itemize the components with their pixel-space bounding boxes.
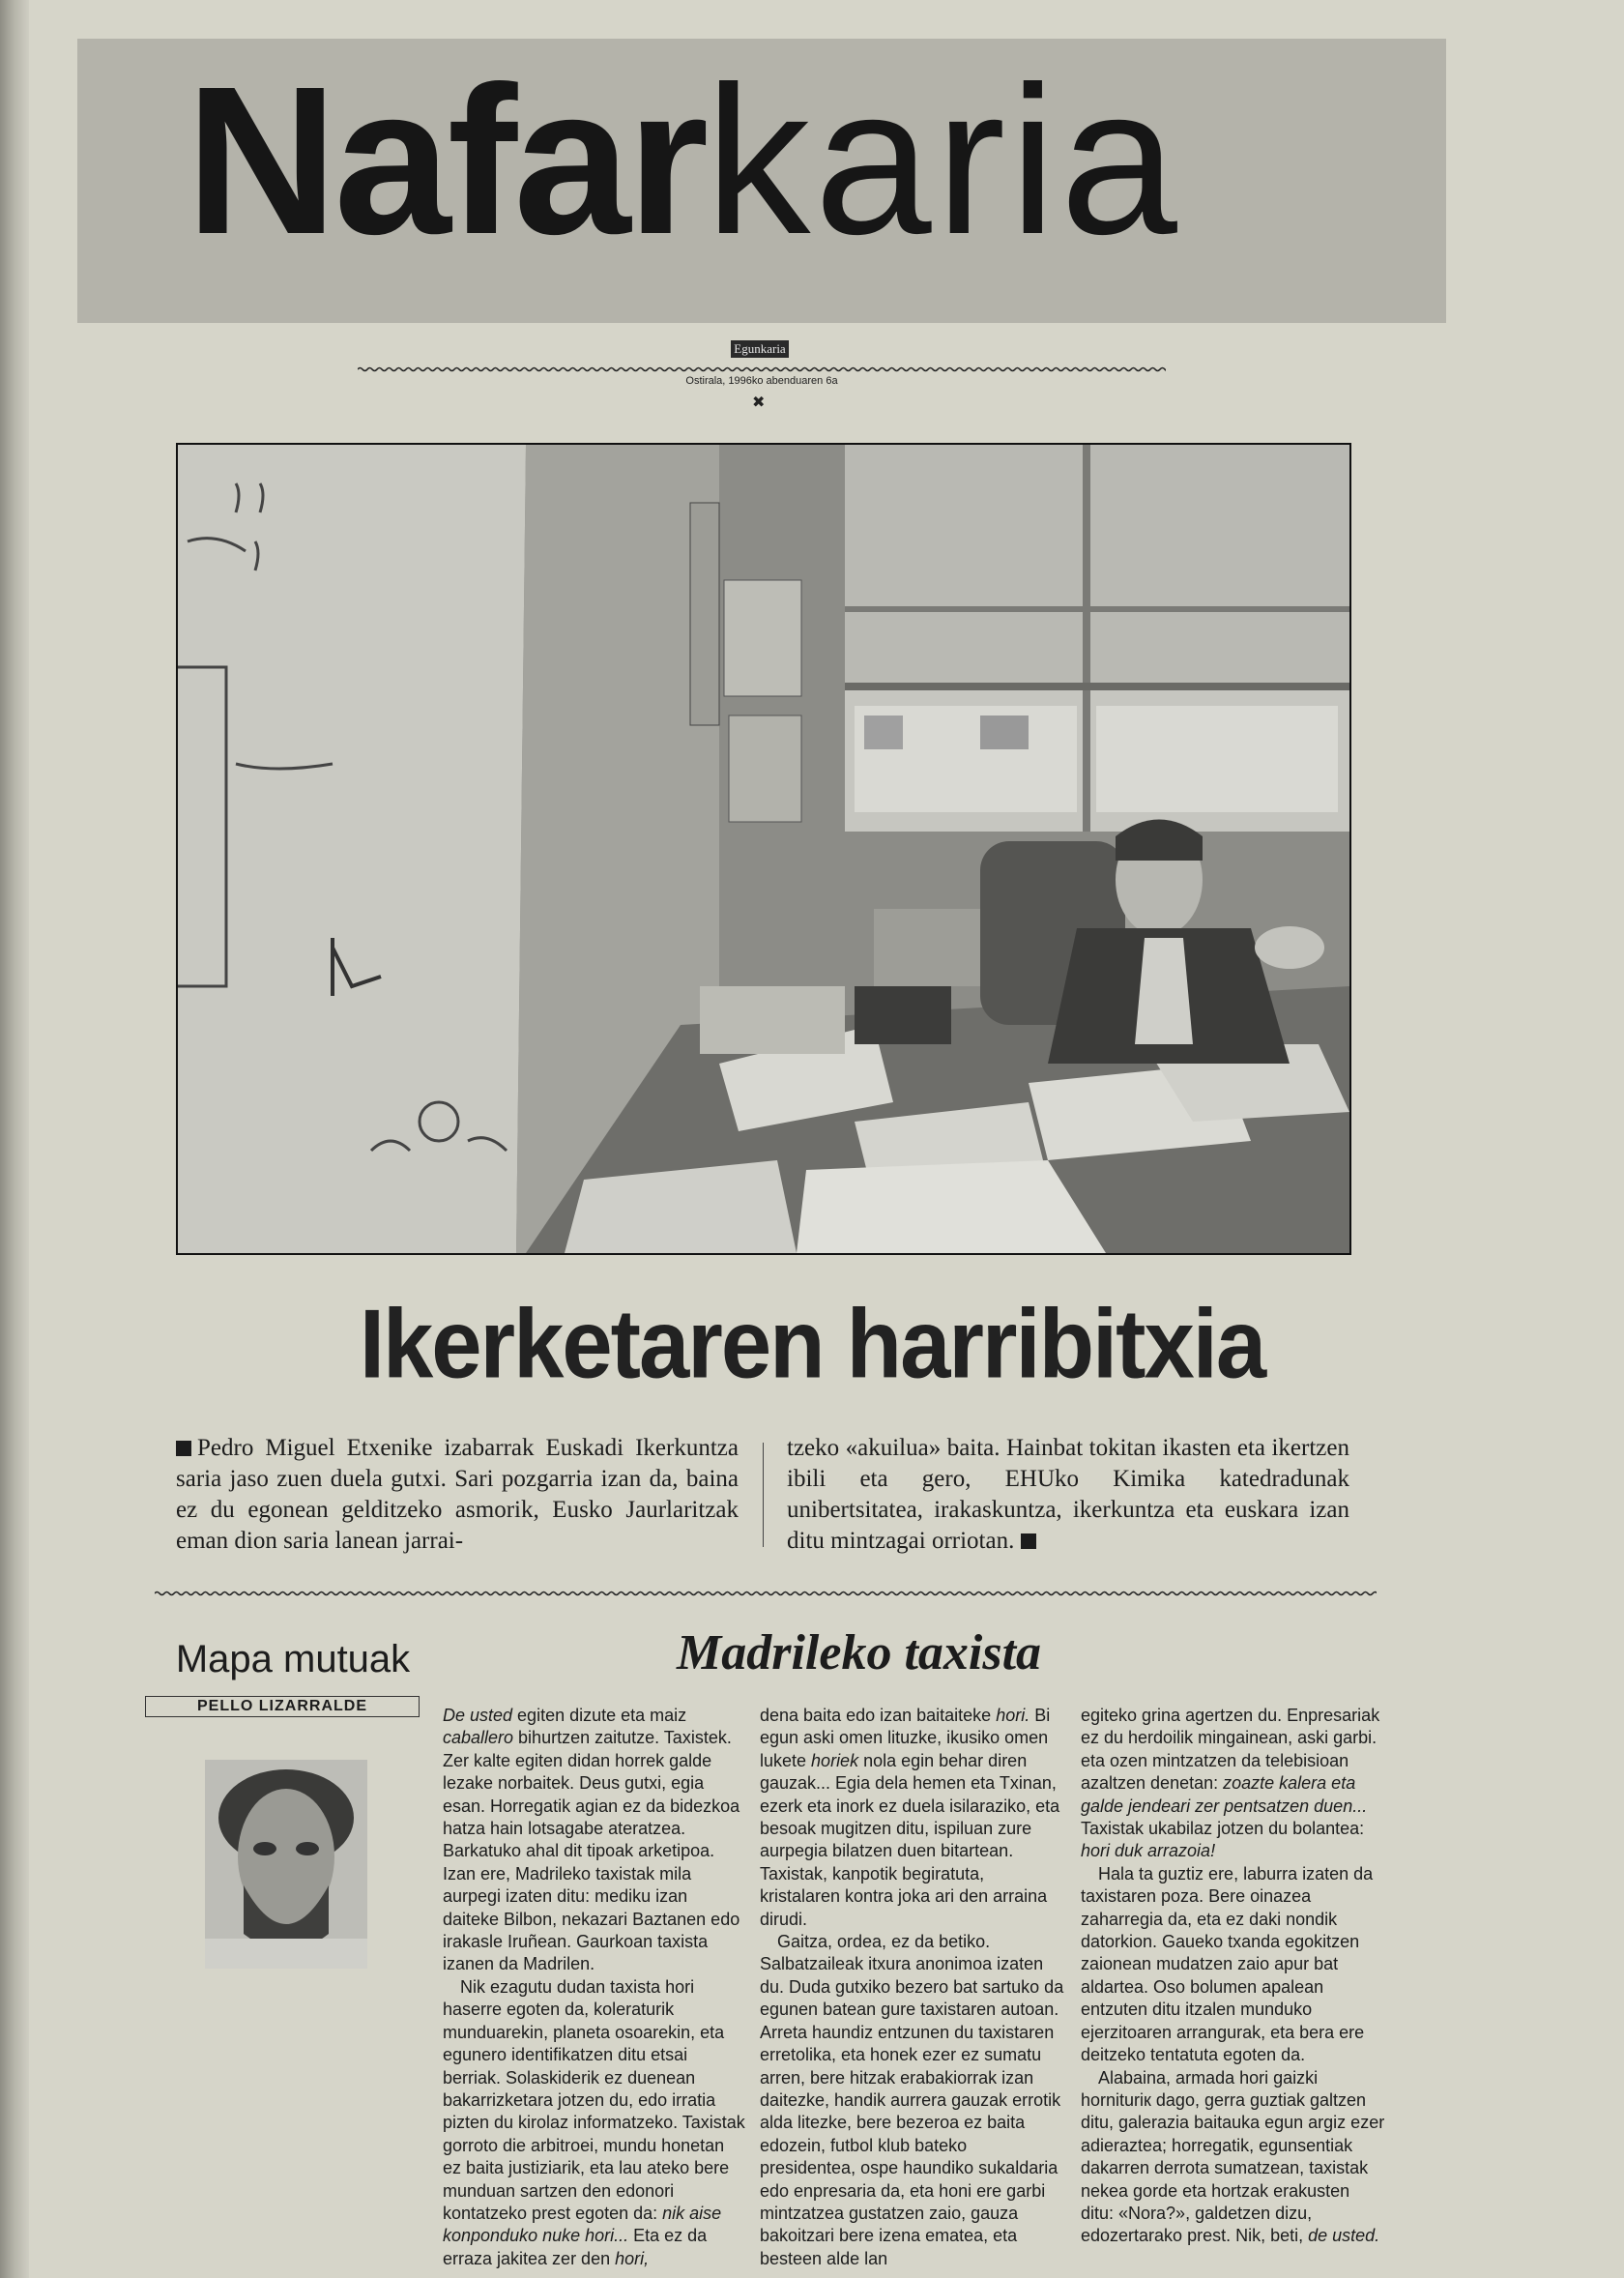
feature-photo — [176, 443, 1351, 1255]
text-run: egiten dizute eta maiz — [512, 1706, 687, 1725]
masthead-title-bold: Nafar — [186, 44, 706, 278]
author-portrait — [205, 1760, 367, 1969]
section-rule — [155, 1590, 1377, 1597]
text-run: bihurtzen zaitutze. Taxistek. Zer kalte egiten didan horrek galde lezake norbaitek. Deus gutxi, egia esan. Horregatik agian ez da bidezkoa hatza hain lotsagabe ateratzea. Barkatuko ahal dit tipoak arketipoa. Izan ere, Madrileko taxistak mila aurpegi izaten ditu: mediku izan daiteke Bilbon, nekazari Baztanen edo irakasle Iruñean. Gaurkoan taxista izanen da Madrilen. — [443, 1728, 740, 1974]
masthead-rule — [358, 365, 1166, 373]
article-column-3 — [1081, 1705, 1385, 2248]
italic-run: hori duk arrazoia! — [1081, 1841, 1216, 1861]
text-run: nola egin behar diren gauzak... Egia dela hemen eta Txinan, ezerk eta inork ez duela isilaraziko, eta besoak mugitzen ditu, ispiluan zure aurpegia bilatzen duen bitartean. Taxistak, kanpotik begiratuta, kristalaren kontra joka ari den arraina dirudi. — [760, 1750, 1060, 1929]
lead-divider — [763, 1443, 764, 1547]
text-run: Bi egun aski omen lituzke, ikusiko omen lukete — [760, 1706, 1051, 1770]
article-paragraph — [1081, 2067, 1385, 2248]
text-run: Hala ta guztiz ere, laburra izaten da taxistaren poza. Bere oinazea zaharregia da, eta ez daki nondik datorkion. Gaueko txanda egokitzen zaionean mudatzen zaio apur bat aldartea. Oso bolumen apalean entzuten ditu itzalen munduko ejerzitoaren arrangurak, eta bera ere deitzeko tentatuta egoten da. — [1081, 1863, 1374, 2065]
article-paragraph — [443, 1705, 747, 1976]
article-paragraph — [1081, 1863, 1385, 2067]
ornament-icon: ✖ — [752, 394, 766, 411]
text-run: Nik ezagutu dudan taxista hori haserre egoten da, koleraturik munduarekin, planeta osoarekin, eta egunero identifikatzen ditu etsai berriak. Solaskiderik ez duenean bakarrizketara jotzen du, edo irratia pizten du kirolaz informatzeko. Taxistak gorroto die arbitroei, mundu honetan ez baita justiziarik, eta lau ateko bere munduan sartzen den edonori kontatzeko prest egoten da: — [443, 1976, 745, 2223]
text-run: Eta ez da erraza jakitea zer den — [443, 2226, 708, 2268]
end-square-icon — [1021, 1533, 1036, 1549]
italic-run: de usted. — [1308, 2226, 1380, 2246]
text-run: dena baita edo izan baitaiteke — [760, 1706, 997, 1725]
feature-headline: Ikerketaren harribitxia — [359, 1288, 1265, 1399]
article-paragraph — [760, 1931, 1064, 2270]
egunkaria-brand: Egunkaria — [731, 340, 789, 358]
article-paragraph — [1081, 1705, 1385, 1863]
square-bullet-icon — [176, 1441, 191, 1456]
lead-left-text: Pedro Miguel Etxenike izabarrak Euskadi Ikerkuntza saria jaso zuen duela gutxi. Sari pozgarria izan da, baina ez du egonean gelditzeko asmorik, Eusko Jaurlaritzak eman dion saria lanean jarrai- — [176, 1435, 739, 1554]
article-column-2 — [760, 1705, 1064, 2270]
issue-date: Ostirala, 1996ko abenduaren 6a — [685, 375, 838, 387]
text-run: Taxistak ukabilaz jotzen du bolantea: — [1081, 1819, 1365, 1839]
masthead-banner — [77, 39, 1446, 323]
italic-run: zoazte kalera eta galde jendeari zer pentsatzen duen... — [1081, 1773, 1368, 1816]
column-author: PELLO LIZARRALDE — [145, 1696, 420, 1717]
article-title: Madrileko taxista — [677, 1625, 1042, 1680]
italic-run: nik aise konponduko nuke hori... — [443, 2203, 722, 2246]
lead-right-text: tzeko «akuilua» baita. Hainbat tokitan ikasten eta ikertzen ibili eta gero, EHUko Kimika katedradunak unibertsitatea, irakaskuntza, ikerkuntza eta euskara izan ditu mintzagai orriotan. — [787, 1435, 1349, 1554]
feature-lead-right — [787, 1433, 1349, 1557]
text-run: egiteko grina agertzen du. Enpresariak ez du herdoilik mingainean, aski garbi. eta ozen mintzatzen da telebisioan azaltzen denetan: — [1081, 1706, 1380, 1794]
article-paragraph — [443, 1976, 747, 2270]
text-run: Gaitza, ordea, ez da betiko. Salbatzaileak itxura anonimoa izaten du. Duda gutxiko bezero bat sartuko da egunen batean gure taxistaren autoan. Arreta haundiz entzunen du taxistaren erretolika, eta honek ezer ez sumatu arren, bere hitzak erabakiorrak izan daitezke, handik aurrera gauzak errotik alda litezke, bere bezeroa ez baita edozein, futbol klub bateko presidentea, ospe haundiko sukaldaria edo enpresaria da, eta honi ere garbi mintzatzea gustatzen zaio, gauza bakoitzari bere izena ematea, eta besteen alde lan — [760, 1932, 1064, 2268]
italic-run: caballero — [443, 1728, 514, 1748]
article-column-1 — [443, 1705, 747, 2270]
italic-run: hori. — [996, 1706, 1030, 1725]
page-binding-edge — [0, 0, 29, 2278]
article-paragraph — [760, 1705, 1064, 1931]
feature-lead-left — [176, 1433, 739, 1557]
masthead-title — [186, 44, 1181, 278]
italic-run: De usted — [443, 1706, 513, 1725]
text-run: Alabaina, armada hori gaizki hornituriк dago, gerra guztiak galtzen ditu, galerazia baitauka egun argiz ezer adieraztea; horregatik, egunsentiak dakarren derrota sumatzean, taxistak nekea gorde eta hortzak erakusten ditu: «Nora?», galdetzen dizu, edozertarako prest. Nik, beti, — [1081, 2067, 1385, 2246]
masthead-title-light: karia — [705, 44, 1181, 278]
column-section-label: Mapa mutuak — [175, 1638, 411, 1680]
italic-run: horiek — [811, 1750, 859, 1770]
italic-run: hori, — [615, 2248, 650, 2268]
